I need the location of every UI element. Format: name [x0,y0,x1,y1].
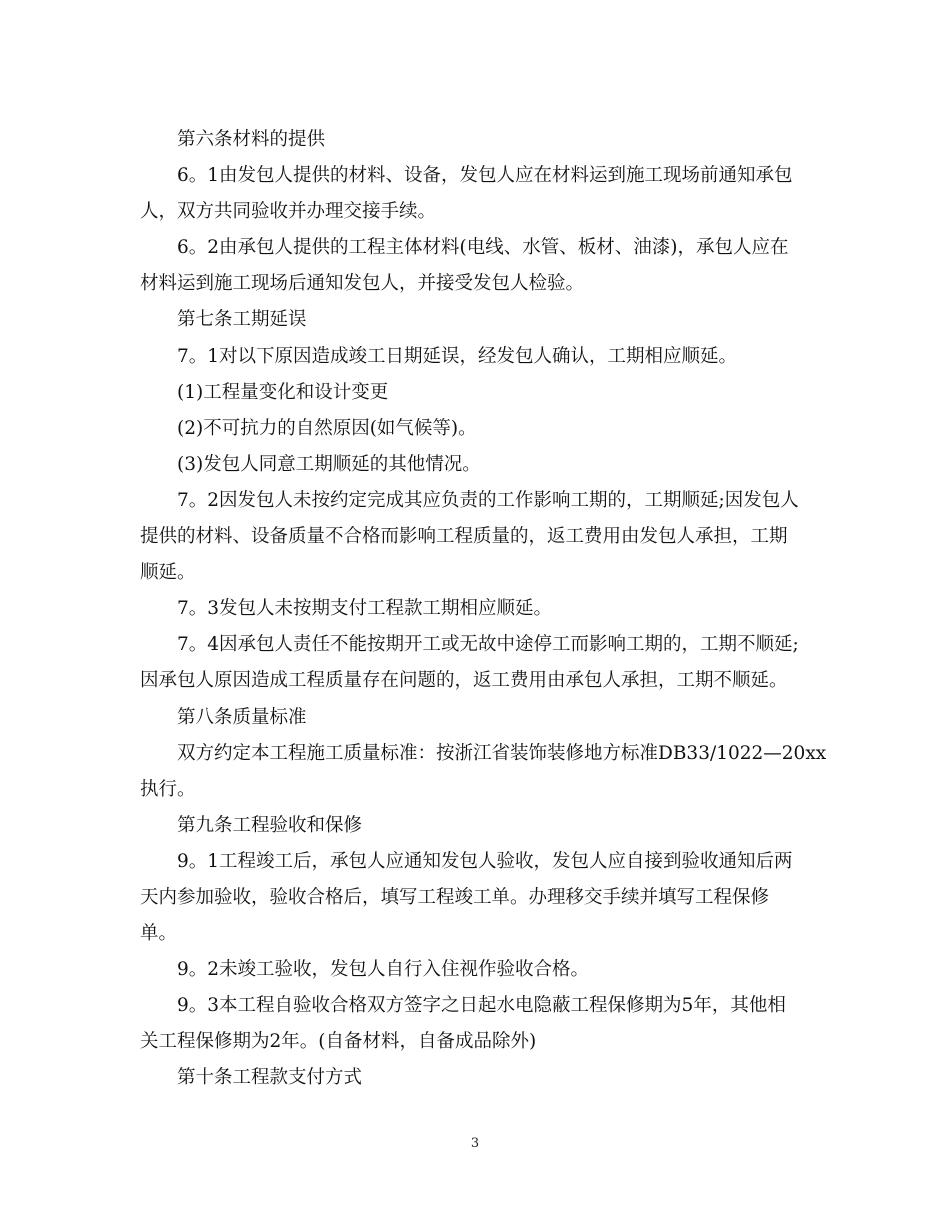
paragraph-line: 材料运到施工现场后通知发包人，并接受发包人检验。 [140,273,585,295]
paragraph-line: 提供的材料、设备质量不合格而影响工程质量的，返工费用由发包人承担，工期 [140,526,788,548]
paragraph-line: 人，双方共同验收并办理交接手续。 [140,201,437,223]
section-heading: 第八条质量标准 [177,706,307,728]
paragraph-line: (3)发包人同意工期顺延的其他情况。 [177,453,481,475]
paragraph-line: 双方约定本工程施工质量标准：按浙江省装饰装修地方标准DB33/1022—20xx [177,742,827,764]
paragraph-line: 6。2由承包人提供的工程主体材料(电线、水管、板材、油漆)，承包人应在 [177,237,789,259]
paragraph-line: 9。1工程竣工后，承包人应通知发包人验收，发包人应自接到验收通知后两 [177,850,793,872]
paragraph-line: 顺延。 [140,562,196,584]
section-heading: 第六条材料的提供 [177,129,326,150]
section-heading: 第九条工程验收和保修 [177,814,363,836]
paragraph-line: 9。2未竣工验收，发包人自行入住视作验收合格。 [177,959,590,981]
paragraph-line: 天内参加验收，验收合格后，填写工程竣工单。办理移交手续并填写工程保修 [140,886,770,908]
paragraph-line: 6。1由发包人提供的材料、设备，发包人应在材料运到施工现场前通知承包 [177,165,793,187]
paragraph-line: 9。3本工程自验收合格双方签字之日起水电隐蔽工程保修期为5年，其他相 [177,995,786,1017]
section-heading: 第七条工期延误 [177,309,307,331]
section-heading: 第十条工程款支付方式 [177,1067,363,1089]
paragraph-line: 7。4因承包人责任不能按期开工或无故中途停工而影响工期的，工期不顺延; [177,634,799,656]
paragraph-line: 关工程保修期为2年。(自备材料，自备成品除外) [140,1031,537,1053]
paragraph-line: 7。3发包人未按期支付工程款工期相应顺延。 [177,598,553,620]
paragraph-line: 单。 [140,923,178,945]
paragraph-line: 因承包人原因造成工程质量存在问题的，返工费用由承包人承担，工期不顺延。 [140,670,788,692]
document-body [140,122,827,1097]
paragraph-line: 7。2因发包人未按约定完成其应负责的工作影响工期的，工期顺延;因发包人 [177,489,799,511]
paragraph-line: 7。1对以下原因造成竣工日期延误，经发包人确认，工期相应顺延。 [177,345,738,367]
paragraph-line: (1)工程量变化和设计变更 [177,381,389,403]
paragraph-line: 执行。 [140,778,196,800]
page-number: 3 [470,1136,480,1151]
paragraph-line: (2)不可抗力的自然原因(如气候等)。 [177,417,477,439]
